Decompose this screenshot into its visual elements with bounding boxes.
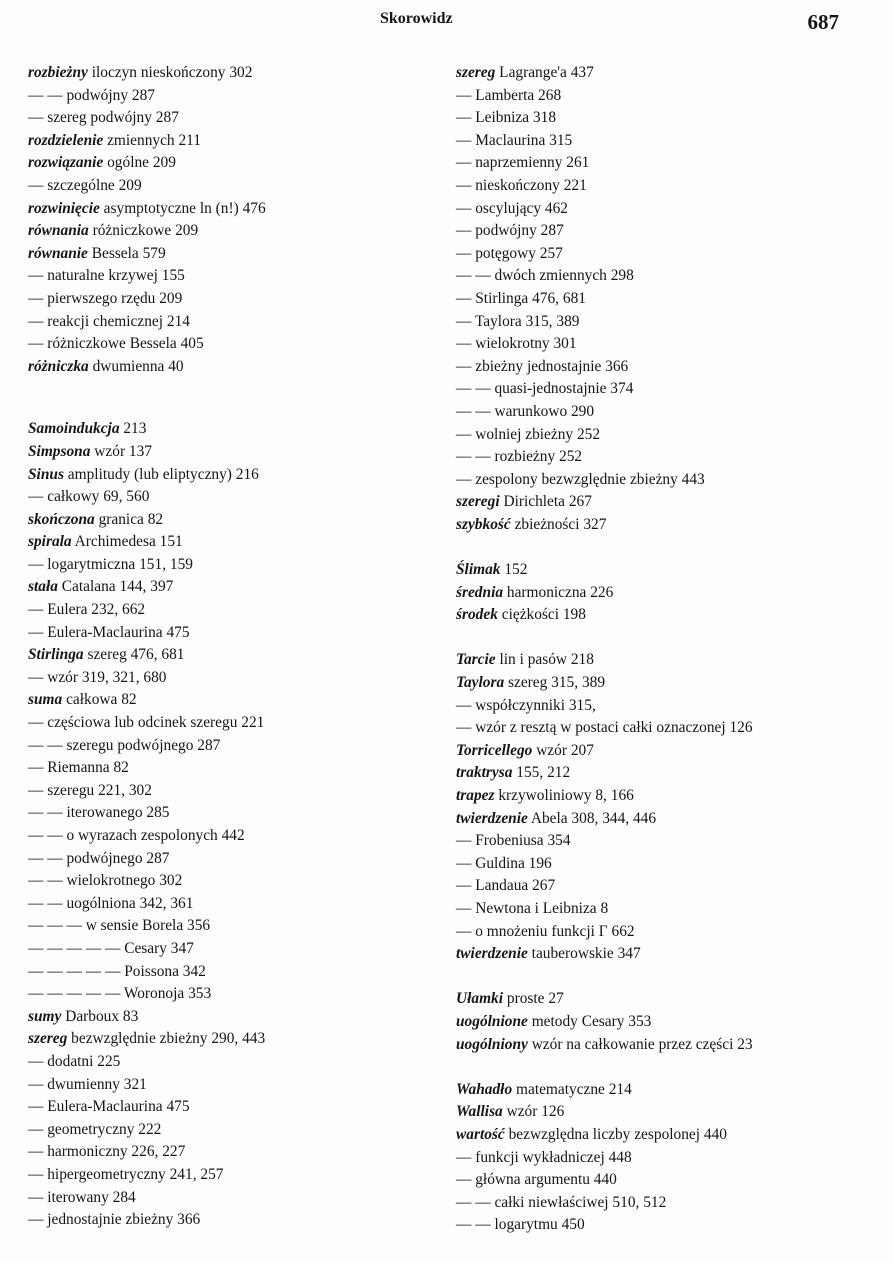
- index-entry-text: — wielokrotny 301: [456, 335, 577, 353]
- index-entry: [456, 559, 876, 582]
- index-entry-text: — Landaua 267: [456, 877, 556, 895]
- index-entry: [28, 1187, 448, 1210]
- index-entry-text: Bessela 579: [87, 244, 166, 262]
- index-entry-text: — szczególne 209: [28, 176, 142, 194]
- index-entry-text: — logarytmiczna 151, 159: [28, 555, 193, 573]
- index-entry-text: asymptotyczne ln (n!) 476: [99, 199, 266, 217]
- index-entry-text: — — o wyrazach zespolonych 442: [28, 827, 245, 844]
- index-entry: [28, 644, 448, 667]
- index-entry-text: — częściowa lub odcinek szeregu 221: [28, 714, 265, 732]
- index-entry-text: całkowa 82: [62, 691, 137, 709]
- index-entry-text: — współczynniki 315,: [456, 696, 596, 714]
- index-entry: [456, 1169, 876, 1192]
- index-entry: [456, 424, 876, 447]
- index-entry: [456, 1214, 876, 1237]
- index-entry-text: granica 82: [94, 510, 164, 528]
- index-entry-text: — potęgowy 257: [456, 244, 563, 262]
- index-entry: [28, 780, 448, 803]
- index-keyword: trapez: [456, 787, 495, 804]
- index-entry: [456, 378, 876, 401]
- index-entry-text: — — podwójny 287: [28, 86, 155, 104]
- index-entry: [28, 509, 448, 532]
- index-entry-text: — — rozbieżny 252: [456, 448, 583, 466]
- index-entry: [28, 486, 448, 509]
- index-entry-text: — — — — — Woronoja 353: [28, 985, 212, 1003]
- index-entry-text: — Lamberta 268: [456, 86, 562, 104]
- index-entry: [28, 464, 448, 487]
- index-entry: [456, 152, 876, 175]
- index-entry-text: harmoniczna 226: [503, 583, 614, 601]
- index-keyword: średnia: [456, 583, 504, 601]
- index-entry-text: — — — w sensie Borela 356: [28, 917, 211, 935]
- index-entry-text: lin i pasów 218: [495, 651, 594, 669]
- index-keyword: stała: [28, 578, 58, 596]
- index-entry-text: szereg 315, 389: [504, 674, 606, 692]
- index-entry-text: — dodatni 225: [28, 1052, 121, 1070]
- index-entry-text: Lagrange'a 437: [495, 64, 594, 81]
- index-keyword: szeregi: [456, 493, 500, 511]
- index-entry-text: — — — — — Cesary 347: [28, 939, 194, 957]
- index-entry: [28, 243, 448, 266]
- index-entry-text: — geometryczny 222: [28, 1120, 162, 1138]
- index-entry: [28, 870, 448, 893]
- index-entry-text: tauberowskie 347: [527, 945, 641, 963]
- index-entry-text: Catalana 144, 397: [57, 578, 174, 596]
- index-keyword: szybkość: [456, 515, 511, 533]
- index-entry-text: — Guldina 196: [456, 854, 552, 872]
- index-entry: [456, 198, 876, 221]
- index-entry-text: — dwumienny 321: [28, 1075, 147, 1093]
- index-keyword: uogólnione: [456, 1012, 528, 1030]
- index-entry-text: — Taylora 315, 389: [456, 312, 580, 330]
- index-column-right: [456, 62, 876, 1237]
- index-entry: [456, 62, 876, 85]
- index-entry-text: — główna argumentu 440: [456, 1171, 617, 1189]
- index-keyword: rozwinięcie: [28, 199, 100, 217]
- index-entry-text: 152: [500, 561, 528, 579]
- index-entry: [456, 130, 876, 153]
- index-entry-text: bezwzględnie zbieżny 290, 443: [67, 1030, 266, 1048]
- index-entry-text: — — iterowanego 285: [28, 804, 170, 822]
- index-entry-text: — Stirlinga 476, 681: [456, 289, 586, 307]
- index-entry: [28, 554, 448, 577]
- index-entry: [456, 582, 876, 605]
- index-entry-text: — wzór 319, 321, 680: [28, 668, 167, 686]
- index-entry: [456, 604, 876, 627]
- index-entry: [456, 649, 876, 672]
- index-entry-text: — naprzemienny 261: [456, 154, 590, 172]
- index-entry-text: Darboux 83: [61, 1007, 139, 1025]
- index-entry-text: — — podwójnego 287: [28, 849, 170, 867]
- index-entry: [456, 401, 876, 424]
- index-entry: [456, 333, 876, 356]
- index-entry: [456, 1101, 876, 1124]
- index-entry: [28, 198, 448, 221]
- section-gap: [456, 536, 876, 559]
- index-entry-text: — różniczkowe Bessela 405: [28, 335, 204, 353]
- index-entry: [28, 531, 448, 554]
- index-entry: [28, 441, 448, 464]
- index-entry: [28, 735, 448, 758]
- index-keyword: Sinus: [28, 465, 64, 483]
- index-column-left: [28, 62, 448, 1232]
- index-entry-text: — Riemanna 82: [28, 759, 129, 777]
- index-entry-text: — o mnożeniu funkcji Γ 662: [456, 922, 635, 940]
- index-entry-text: matematyczne 214: [512, 1080, 632, 1098]
- index-entry-text: zmiennych 211: [103, 131, 201, 149]
- index-entry: [456, 1124, 876, 1147]
- index-entry: [28, 938, 448, 961]
- index-entry: [28, 667, 448, 690]
- index-entry: [456, 717, 876, 740]
- index-entry: [456, 220, 876, 243]
- index-entry: [28, 333, 448, 356]
- index-entry: [456, 672, 876, 695]
- index-entry: [28, 961, 448, 984]
- section-gap: [456, 627, 876, 650]
- index-entry: [28, 915, 448, 938]
- index-entry: [456, 785, 876, 808]
- index-keyword: równania: [28, 222, 89, 240]
- section-gap: [28, 378, 448, 418]
- index-entry-text: — wzór z resztą w postaci całki oznaczonej 126: [456, 719, 753, 737]
- index-entry: [28, 1006, 448, 1029]
- index-entry-text: — Leibniza 318: [456, 109, 557, 127]
- index-entry: [456, 175, 876, 198]
- index-entry: [456, 311, 876, 334]
- index-entry-text: wzór 126: [502, 1103, 565, 1121]
- index-keyword: Taylora: [456, 674, 505, 692]
- index-keyword: rozdzielenie: [28, 131, 104, 149]
- index-keyword: Tarcie: [456, 651, 496, 669]
- index-entry-text: Dirichleta 267: [499, 493, 592, 511]
- index-entry-text: — szereg podwójny 287: [28, 109, 179, 127]
- index-entry-text: — podwójny 287: [456, 222, 564, 240]
- index-keyword: twierdzenie: [456, 945, 528, 963]
- index-entry-text: — — szeregu podwójnego 287: [28, 736, 221, 754]
- index-entry-text: — pierwszego rzędu 209: [28, 289, 183, 307]
- index-entry: [28, 848, 448, 871]
- index-entry-text: — wolniej zbieżny 252: [456, 425, 601, 443]
- index-keyword: uogólniony: [456, 1035, 528, 1053]
- index-entry-text: — Maclaurina 315: [456, 131, 573, 149]
- index-entry-text: — Eulera 232, 662: [28, 601, 146, 619]
- index-entry-text: — — dwóch zmiennych 298: [456, 267, 634, 285]
- index-entry: [28, 62, 448, 85]
- index-entry: [456, 356, 876, 379]
- index-entry-text: bezwzględna liczby zespolonej 440: [504, 1125, 727, 1143]
- index-entry-text: wzór 137: [90, 442, 153, 460]
- index-entry: [28, 893, 448, 916]
- index-entry-text: — Frobeniusa 354: [456, 832, 571, 850]
- index-entry: [28, 712, 448, 735]
- index-entry: [456, 107, 876, 130]
- index-entry: [28, 175, 448, 198]
- index-entry: [456, 695, 876, 718]
- index-entry-text: różniczkowe 209: [88, 222, 199, 240]
- index-entry-text: — zespolony bezwzględnie zbieżny 443: [456, 470, 705, 488]
- index-keyword: różniczka: [28, 357, 89, 375]
- running-title: Skorowidz: [380, 10, 453, 27]
- index-entry: [28, 265, 448, 288]
- index-entry: [28, 802, 448, 825]
- index-entry-text: 155, 212: [512, 764, 571, 782]
- index-entry-text: — nieskończony 221: [456, 176, 587, 194]
- index-entry-text: — harmoniczny 226, 227: [28, 1143, 186, 1161]
- index-entry: [456, 762, 876, 785]
- index-entry-text: amplitudy (lub eliptyczny) 216: [63, 465, 259, 483]
- index-entry: [28, 576, 448, 599]
- index-keyword: wartość: [456, 1125, 505, 1143]
- index-entry: [456, 514, 876, 537]
- index-entry: [28, 622, 448, 645]
- index-entry: [456, 808, 876, 831]
- index-entry: [28, 757, 448, 780]
- index-keyword: sumy: [28, 1007, 62, 1025]
- index-entry: [456, 853, 876, 876]
- index-entry: [28, 1119, 448, 1142]
- index-entry-text: proste 27: [503, 990, 564, 1008]
- index-entry: [28, 1028, 448, 1051]
- page-number: 687: [807, 10, 839, 34]
- index-keyword: spirala: [28, 533, 72, 551]
- index-entry-text: ogólne 209: [103, 154, 176, 172]
- index-entry: [28, 1074, 448, 1097]
- index-entry: [28, 130, 448, 153]
- index-keyword: szereg: [28, 1030, 68, 1048]
- index-keyword: Samoindukcja: [28, 420, 120, 438]
- index-entry-text: Abela 308, 344, 446: [527, 809, 657, 827]
- index-entry: [456, 830, 876, 853]
- index-entry: [456, 85, 876, 108]
- index-entry-text: — Eulera-Maclaurina 475: [28, 1098, 190, 1116]
- index-keyword: skończona: [28, 510, 95, 528]
- index-entry: [28, 689, 448, 712]
- index-entry-text: — całkowy 69, 560: [28, 488, 150, 506]
- index-entry-text: wzór 207: [532, 741, 594, 759]
- index-keyword: rozbieżny: [28, 64, 88, 81]
- index-entry-text: dwumienna 40: [88, 357, 184, 375]
- index-entry-text: krzywoliniowy 8, 166: [494, 787, 634, 804]
- index-entry-text: — oscylujący 462: [456, 199, 568, 217]
- index-entry: [28, 1164, 448, 1187]
- index-keyword: Ułamki: [456, 990, 504, 1008]
- section-gap: [456, 1056, 876, 1079]
- index-entry: [28, 825, 448, 848]
- index-entry: [28, 418, 448, 441]
- index-entry-text: — funkcji wykładniczej 448: [456, 1148, 632, 1166]
- index-entry: [28, 288, 448, 311]
- index-entry-text: — — uogólniona 342, 361: [28, 894, 194, 912]
- index-entry: [456, 988, 876, 1011]
- index-entry-text: 213: [119, 420, 147, 438]
- index-entry: [28, 1096, 448, 1119]
- index-entry: [456, 288, 876, 311]
- index-entry: [456, 265, 876, 288]
- index-entry: [456, 469, 876, 492]
- index-entry: [28, 1209, 448, 1232]
- index-entry: [28, 356, 448, 379]
- section-gap: [456, 966, 876, 989]
- index-entry: [28, 1051, 448, 1074]
- index-entry-text: zbieżności 327: [510, 515, 607, 533]
- index-entry-text: metody Cesary 353: [527, 1012, 652, 1030]
- index-entry-text: — Newtona i Leibniza 8: [456, 899, 609, 917]
- index-entry: [456, 1147, 876, 1170]
- index-entry-text: ciężkości 198: [497, 606, 586, 624]
- index-entry: [456, 1034, 876, 1057]
- index-keyword: Wahadło: [456, 1080, 513, 1098]
- index-entry: [456, 243, 876, 266]
- index-entry-text: Archimedesa 151: [71, 533, 183, 551]
- index-entry: [28, 220, 448, 243]
- index-entry: [456, 446, 876, 469]
- index-entry: [456, 491, 876, 514]
- index-entry: [456, 943, 876, 966]
- index-entry: [28, 1141, 448, 1164]
- index-entry: [456, 740, 876, 763]
- index-entry-text: — szeregu 221, 302: [28, 781, 152, 799]
- index-entry-text: — — logarytmu 450: [456, 1216, 585, 1234]
- index-entry-text: — — całki niewłaściwej 510, 512: [456, 1193, 667, 1211]
- index-entry: [28, 107, 448, 130]
- index-keyword: równanie: [28, 244, 88, 262]
- index-keyword: szereg: [456, 64, 496, 81]
- index-keyword: Stirlinga: [28, 646, 84, 664]
- index-entry-text: — reakcji chemicznej 214: [28, 312, 190, 330]
- index-entry-text: — naturalne krzywej 155: [28, 267, 185, 285]
- index-entry: [456, 1011, 876, 1034]
- index-entry-text: — jednostajnie zbieżny 366: [28, 1211, 201, 1229]
- index-entry-text: — — warunkowo 290: [456, 402, 595, 420]
- index-keyword: Wallisa: [456, 1103, 503, 1121]
- index-entry-text: — hipergeometryczny 241, 257: [28, 1165, 224, 1183]
- index-entry-text: — iterowany 284: [28, 1188, 136, 1206]
- index-keyword: Torricellego: [456, 741, 533, 759]
- index-keyword: rozwiązanie: [28, 154, 104, 172]
- index-entry: [456, 875, 876, 898]
- index-entry: [456, 898, 876, 921]
- index-entry: [456, 921, 876, 944]
- index-entry: [28, 983, 448, 1006]
- index-entry-text: — — — — — Poissona 342: [28, 962, 206, 980]
- index-entry: [456, 1079, 876, 1102]
- index-entry: [28, 599, 448, 622]
- index-entry: [28, 85, 448, 108]
- page-header: [0, 10, 893, 36]
- index-keyword: twierdzenie: [456, 809, 528, 827]
- index-entry-text: wzór na całkowanie przez części 23: [527, 1035, 753, 1053]
- index-entry-text: — Eulera-Maclaurina 475: [28, 623, 190, 641]
- index-entry: [28, 311, 448, 334]
- index-entry-text: iloczyn nieskończony 302: [87, 64, 253, 81]
- index-keyword: środek: [456, 606, 498, 624]
- index-keyword: Simpsona: [28, 442, 91, 460]
- index-entry-text: — — wielokrotnego 302: [28, 872, 183, 890]
- index-entry: [456, 1192, 876, 1215]
- index-keyword: traktrysa: [456, 764, 513, 782]
- index-keyword: Ślimak: [456, 561, 501, 579]
- index-entry-text: — — quasi-jednostajnie 374: [456, 380, 634, 398]
- index-entry: [28, 152, 448, 175]
- index-entry-text: — zbieżny jednostajnie 366: [456, 357, 629, 375]
- index-keyword: suma: [28, 691, 63, 709]
- index-entry-text: szereg 476, 681: [83, 646, 185, 664]
